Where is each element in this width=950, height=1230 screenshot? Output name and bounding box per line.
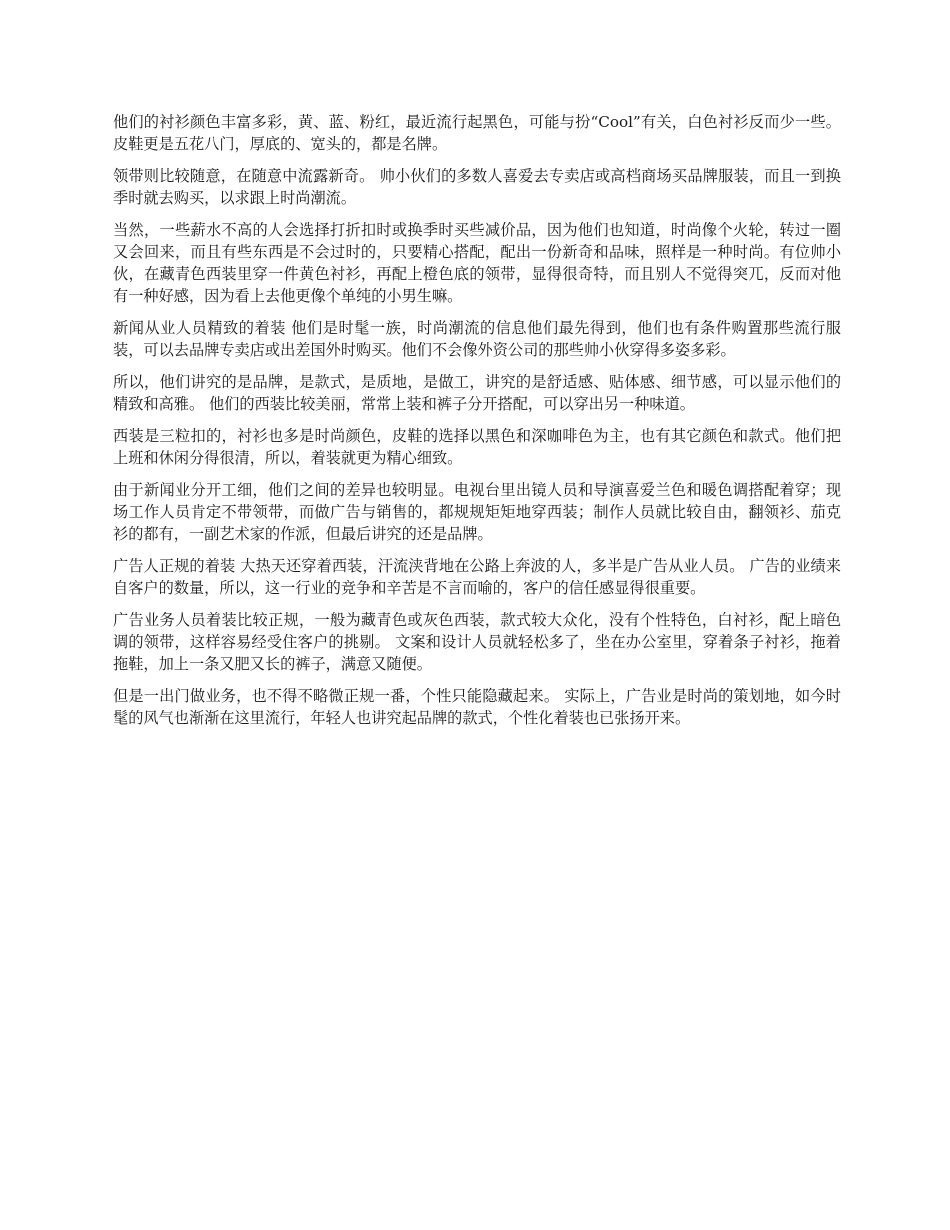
paragraph: 新闻从业人员精致的着装 他们是时髦一族，时尚潮流的信息他们最先得到，他们也有条件购置那些流行服装，可以去品牌专卖店或出差国外时购买。他们不会像外资公司的那些帅小伙穿得多姿多彩。 [113,319,841,359]
document-body [113,111,841,739]
paragraph: 广告业务人员着装比较正规，一般为藏青色或灰色西装，款式较大众化，没有个性特色，白衬衫，配上暗色调的领带，这样容易经受住客户的挑剔。 文案和设计人员就轻松多了，坐在办公室里，穿着条子衬衫，拖着拖鞋，加上一条又肥又长的裤子，满意又随便。 [113,611,841,673]
paragraph: 西装是三粒扣的，衬衫也多是时尚颜色，皮鞋的选择以黑色和深咖啡色为主，也有其它颜色和款式。他们把上班和休闲分得很清，所以，着装就更为精心细致。 [113,427,841,467]
paragraph: 由于新闻业分开工细，他们之间的差异也较明显。电视台里出镜人员和导演喜爱兰色和暖色调搭配着穿；现场工作人员肯定不带领带，而做广告与销售的，都规规矩矩地穿西装；制作人员就比较自由，翻领衫、茄克衫的都有，一副艺术家的作派，但最后讲究的还是品牌。 [113,481,841,543]
paragraph: 但是一出门做业务，也不得不略微正规一番，个性只能隐藏起来。 实际上，广告业是时尚的策划地，如今时髦的风气也渐渐在这里流行，年轻人也讲究起品牌的款式，个性化着装也已张扬开来。 [113,687,841,727]
paragraph: 所以，他们讲究的是品牌，是款式，是质地，是做工，讲究的是舒适感、贴体感、细节感，可以显示他们的精致和高雅。 他们的西装比较美丽，常常上装和裤子分开搭配，可以穿出另一种味道。 [113,373,841,413]
paragraph: 领带则比较随意，在随意中流露新奇。 帅小伙们的多数人喜爱去专卖店或高档商场买品牌服装，而且一到换季时就去购买，以求跟上时尚潮流。 [113,167,841,207]
paragraph: 他们的衬衫颜色丰富多彩，黄、蓝、粉红，最近流行起黑色，可能与扮“Cool”有关，白色衬衫反而少一些。皮鞋更是五花八门，厚底的、宽头的，都是名牌。 [113,113,841,153]
paragraph: 广告人正规的着装 大热天还穿着西装，汗流浃背地在公路上奔波的人，多半是广告从业人员。 广告的业绩来自客户的数量，所以，这一行业的竞争和辛苦是不言而喻的，客户的信任感显得很重要。 [113,557,841,597]
paragraph: 当然，一些薪水不高的人会选择打折扣时或换季时买些减价品，因为他们也知道，时尚像个火轮，转过一圈又会回来，而且有些东西是不会过时的，只要精心搭配，配出一份新奇和品味，照样是一种时尚。有位帅小伙，在藏青色西装里穿一件黄色衬衫，再配上橙色底的领带，显得很奇特，而且别人不觉得突兀，反而对他有一种好感，因为看上去他更像个单纯的小男生嘛。 [113,221,841,305]
